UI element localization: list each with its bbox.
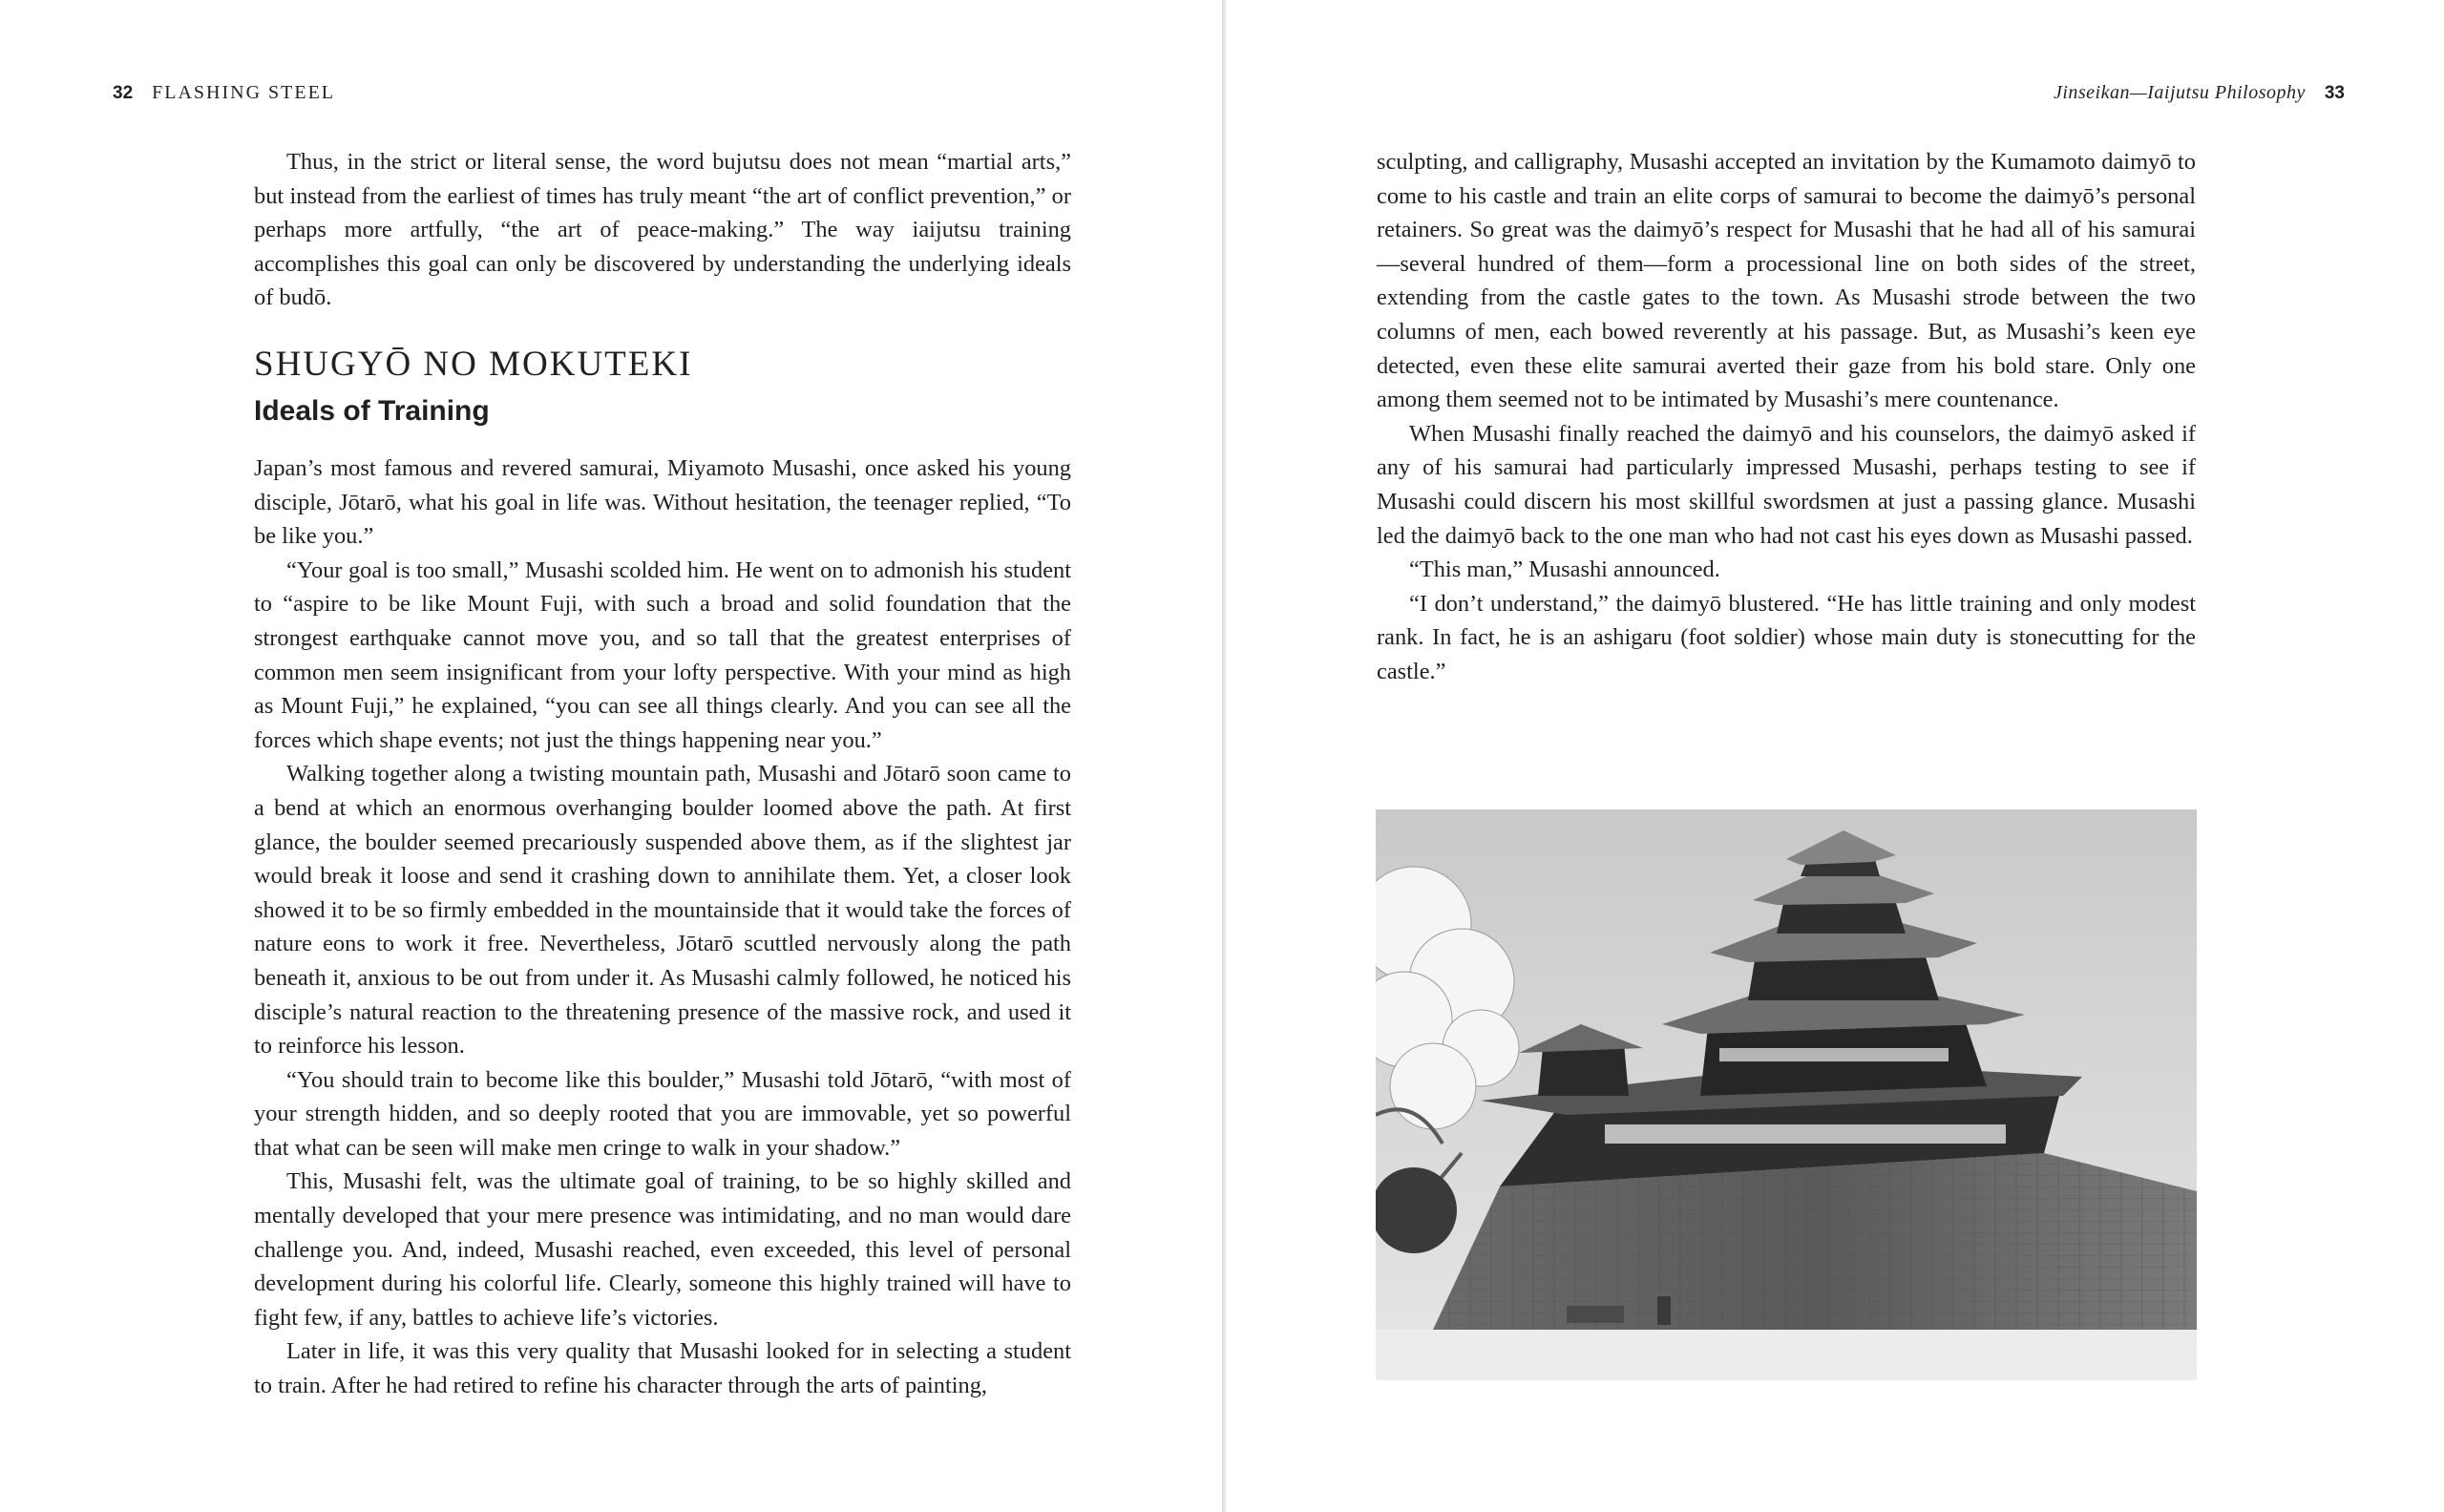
intro-block — [254, 145, 1071, 315]
section-subtitle: Ideals of Training — [254, 395, 490, 427]
paragraph: Walking together along a twisting mountain path, Musashi and Jōtarō soon came to a bend at which an enormous overhanging boulder loomed above the path. At first glance, the boulder seemed precariously suspended above them, as if the slightest jar would break it loose and send it crashing down to annihilate them. Yet, a closer look showed it to be so firmly embedded in the mountainside that it would take the forces of nature eons to work it free. Nevertheless, Jōtarō scuttled nervously along the path beneath it, anxious to be out from under it. As Musashi calmly followed, he noticed his disciple’s natural reaction to the threatening presence of the massive rock, and used it to reinforce his lesson. — [254, 761, 1071, 1060]
page-number-right: 33 — [2324, 83, 2345, 103]
paragraph: When Musashi finally reached the daimyō and his counselors, the daimyō asked if any of his samurai had particularly impressed Musashi, perhaps testing to see if Musashi could discern his most skillful swordsmen at just a passing glance. Musashi led the daimyō back to the one man who had not cast his eyes down as Musashi passed. — [1377, 420, 2196, 549]
chapter-title: Jinseikan—Iaijutsu Philosophy — [2053, 82, 2306, 103]
paragraph: This, Musashi felt, was the ultimate goal of training, to be so highly skilled and mentally developed that your mere presence was intimidating, and no man would dare challenge you. And, indeed, Musashi reached, even exceeded, this level of personal development during his colorful life. Clearly, someone this highly trained will have to fight few, if any, battles to achieve life’s victories. — [254, 1168, 1071, 1331]
paragraph: “This man,” Musashi announced. — [1409, 556, 1720, 583]
right-body-text — [1377, 145, 2196, 689]
section-title: SHUGYŌ NO MOKUTEKI — [254, 345, 693, 384]
right-running-head — [2054, 82, 2345, 104]
paragraph: sculpting, and calligraphy, Musashi accepted an invitation by the Kumamoto daimyō to come to his castle and train an elite corps of samurai to become the daimyō’s personal retainers. So great was the daimyō’s respect for Musashi that he had all of his samurai—several hundred of them—form a processional line on both sides of the street, extending from the castle gates to the town. As Musashi strode between the two columns of men, each bowed reverently at his passage. But, as Musashi’s keen eye detected, even these elite samurai averted their gaze from his bold stare. Only one among them seemed not to be intimated by Musashi’s mere countenance. — [1377, 149, 2196, 413]
intro-paragraph: Thus, in the strict or literal sense, the word bujutsu does not mean “martial arts,” but instead from the earliest of times has truly meant “the art of conflict prevention,” or perhaps more artfully, “the art of peace-making.” The way iaijutsu training accomplishes this goal can only be discovered by understanding the underlying ideals of budō. — [254, 149, 1071, 311]
left-body-text — [254, 452, 1071, 1403]
left-running-head — [113, 82, 335, 104]
book-title: FLASHING STEEL — [152, 82, 336, 103]
paragraph: “You should train to become like this boulder,” Musashi told Jōtarō, “with most of your strength hidden, and so deeply rooted that you are immovable, yet so powerful that what can be seen will make men cringe to walk in your shadow.” — [254, 1066, 1071, 1161]
paragraph: “Your goal is too small,” Musashi scolded him. He went on to admonish his student to “aspire to be like Mount Fuji, with such a broad and solid foundation that the strongest earthquake cannot move you, and so tall that the greatest enterprises of common men seem insignificant from your lofty perspective. With your mind as high as Mount Fuji,” he explained, “you can see all things clearly. And you can see all the forces which shape events; not just the things happening near you.” — [254, 556, 1071, 753]
page-number-left: 32 — [113, 83, 134, 103]
paragraph: “I don’t understand,” the daimyō blustered. “He has little training and only modest rank. In fact, he is an ashigaru (foot soldier) whose main duty is stonecutting for the castle.” — [1377, 590, 2196, 684]
paragraph: Later in life, it was this very quality that Musashi looked for in selecting a student to train. After he had retired to refine his character through the arts of painting, — [254, 1338, 1071, 1399]
paragraph: Japan’s most famous and revered samurai, Miyamoto Musashi, once asked his young disciple, Jōtarō, what his goal in life was. Without hesitation, the teenager replied, “To be like you.” — [254, 455, 1071, 550]
castle-photo — [1376, 809, 2197, 1380]
right-page — [1226, 0, 2444, 1512]
